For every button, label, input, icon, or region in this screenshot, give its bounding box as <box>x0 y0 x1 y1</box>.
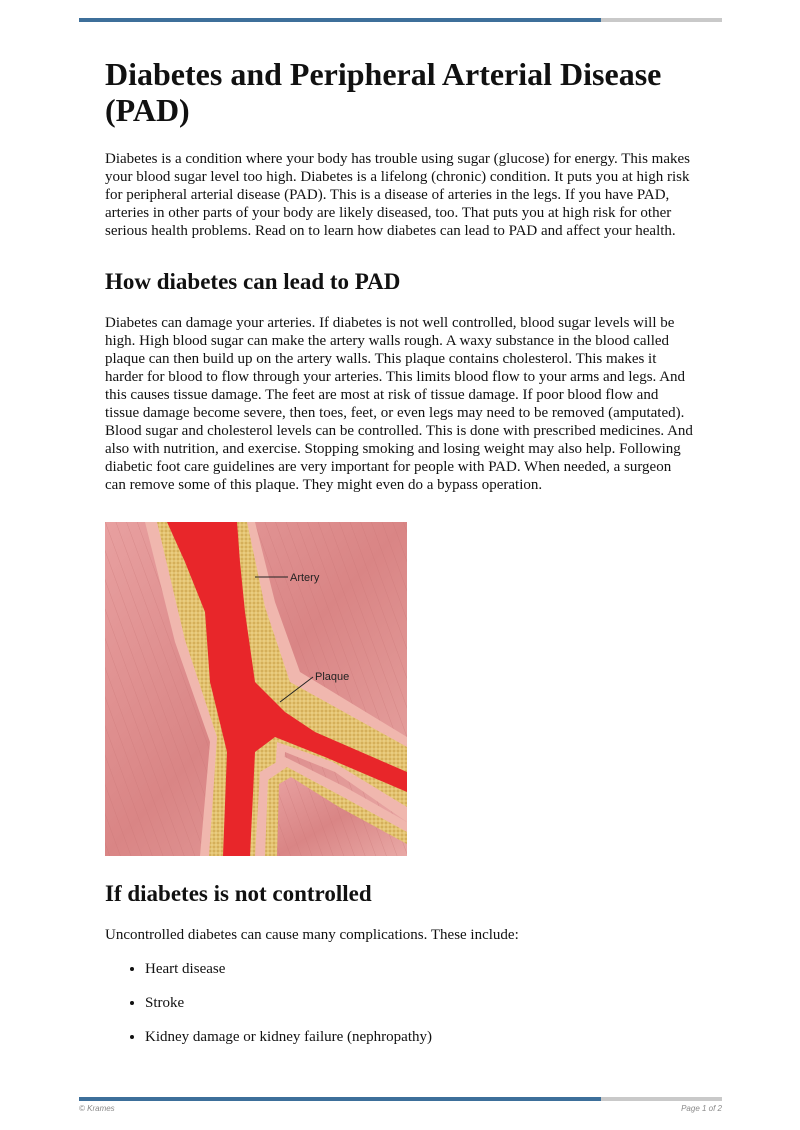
bottom-rule-accent <box>79 1097 601 1101</box>
section-heading-if-not-controlled: If diabetes is not controlled <box>105 881 372 906</box>
document-body <box>105 56 695 1062</box>
section-heading-how-diabetes-leads-to-pad: How diabetes can lead to PAD <box>105 269 401 294</box>
list-item: • Heart disease <box>145 960 695 978</box>
artery-label: Artery <box>290 572 320 584</box>
list-item: • Stroke <box>145 994 695 1012</box>
complications-list <box>105 960 695 1046</box>
plaque-label: Plaque <box>315 671 350 683</box>
artery-plaque-illustration <box>105 522 407 856</box>
footer-copyright: © Krames <box>79 1104 115 1113</box>
footer-page-number: Page 1 of 2 <box>681 1104 722 1113</box>
page-title: Diabetes and Peripheral Arterial Disease (PAD) <box>105 56 662 128</box>
list-item: • Kidney damage or kidney failure (nephropathy) <box>145 1028 695 1046</box>
top-rule-accent <box>79 18 601 22</box>
bottom-rule <box>79 1097 722 1101</box>
intro-paragraph: Diabetes is a condition where your body has trouble using sugar (glucose) for energy. This makes your blood sugar level too high. Diabetes is a lifelong (chronic) condition. It puts you at high risk for peripheral arterial disease (PAD). This is a disease of arteries in the legs. If you have PAD, arteries in other parts of your body are likely diseased, too. That puts you at high risk for other serious health problems. Read on to learn how diabetes can lead to PAD and affect your health. <box>105 151 690 239</box>
top-rule <box>79 18 722 22</box>
section-paragraph-how-diabetes-leads-to-pad: Diabetes can damage your arteries. If diabetes is not well controlled, blood sugar levels will be high. High blood sugar can make the artery walls rough. A waxy substance in the blood called plaque can then build up on the artery walls. This plaque contains cholesterol. This makes it harder for blood to flow through your arteries. This limits blood flow to your arms and legs. And this causes tissue damage. The feet are most at risk of tissue damage. If poor blood flow and tissue damage become severe, then toes, feet, or even legs may need to be removed (amputated). Blood sugar and cholesterol levels can be controlled. This is done with prescribed medicines. And also with nutrition, and exercise. Stopping smoking and losing weight may also help. Following diabetic foot care guidelines are very important for people with PAD. When needed, a surgeon can remove some of this plaque. They might even do a bypass operation. <box>105 315 693 493</box>
section-paragraph-if-not-controlled: Uncontrolled diabetes can cause many complications. These include: <box>105 927 519 943</box>
